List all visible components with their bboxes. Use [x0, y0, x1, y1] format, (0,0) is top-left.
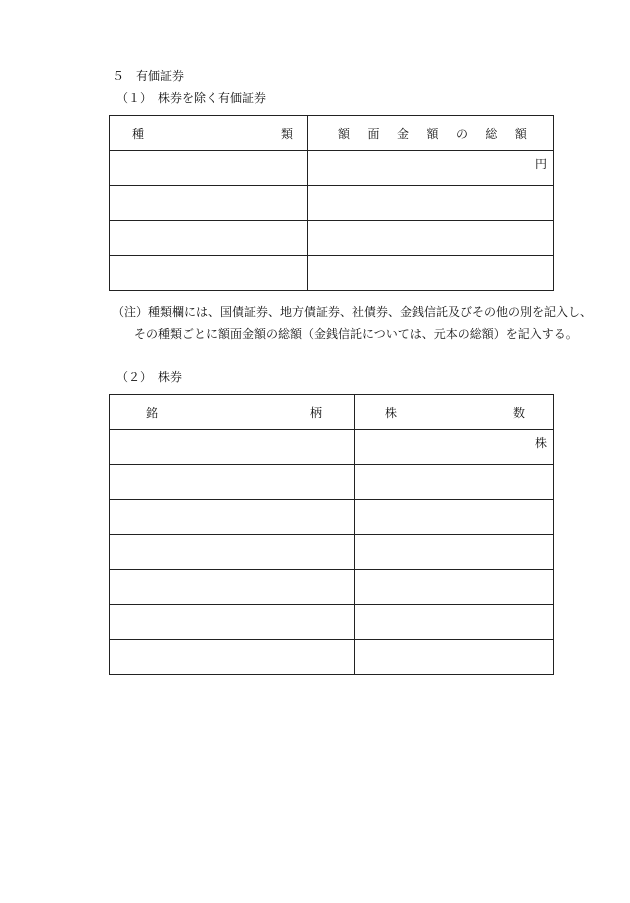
- header-type-char-2: 類: [280, 126, 293, 141]
- table-row: [110, 535, 554, 570]
- header-shares-char-1: 株: [385, 405, 398, 420]
- header-char: 金: [396, 126, 409, 141]
- table-header-row: [110, 116, 554, 151]
- note-line-1: （注）種類欄には、国債証券、地方債証券、社債券、金銭信託及びその他の別を記入し、: [112, 305, 593, 319]
- stocks-table: [109, 394, 554, 675]
- header-char: 面: [367, 126, 380, 141]
- issue-cell[interactable]: [110, 605, 355, 640]
- issue-cell[interactable]: [110, 465, 355, 500]
- amount-cell[interactable]: [308, 221, 554, 256]
- shares-cell[interactable]: [355, 465, 554, 500]
- issue-cell[interactable]: [110, 570, 355, 605]
- table-row: [110, 605, 554, 640]
- header-shares-char-2: 数: [512, 405, 525, 420]
- type-cell[interactable]: [110, 151, 308, 186]
- table-row: [110, 570, 554, 605]
- table-row: [110, 465, 554, 500]
- amount-cell[interactable]: [308, 151, 554, 186]
- subsection-1-title: （１） 株券を除く有価証券: [116, 91, 267, 105]
- table-header-row: [110, 395, 554, 430]
- shares-cell[interactable]: [355, 535, 554, 570]
- securities-table: [109, 115, 554, 291]
- shares-unit: 株: [534, 436, 547, 450]
- section-title: ５ 有価証券: [112, 69, 185, 83]
- shares-cell[interactable]: [355, 640, 554, 675]
- header-char: 額: [338, 126, 351, 141]
- table-row: [110, 221, 554, 256]
- issue-cell[interactable]: [110, 500, 355, 535]
- header-char: 額: [514, 126, 527, 141]
- header-type-char-1: 種: [132, 126, 145, 141]
- header-type: [110, 116, 308, 151]
- type-cell[interactable]: [110, 186, 308, 221]
- table-row: [110, 151, 554, 186]
- table-row: [110, 186, 554, 221]
- type-cell[interactable]: [110, 221, 308, 256]
- header-char: の: [455, 126, 468, 141]
- issue-cell[interactable]: [110, 640, 355, 675]
- amount-cell[interactable]: [308, 256, 554, 291]
- shares-cell[interactable]: [355, 430, 554, 465]
- header-char: 総: [485, 126, 498, 141]
- subsection-2-title: （２） 株券: [116, 370, 183, 384]
- yen-unit: 円: [534, 157, 547, 171]
- header-issue-char-2: 柄: [309, 405, 322, 420]
- table-row: [110, 640, 554, 675]
- shares-cell[interactable]: [355, 500, 554, 535]
- header-char: 額: [426, 126, 439, 141]
- issue-cell[interactable]: [110, 535, 355, 570]
- table-row: [110, 256, 554, 291]
- shares-cell[interactable]: [355, 570, 554, 605]
- shares-cell[interactable]: [355, 605, 554, 640]
- header-issue-char-1: 銘: [146, 405, 159, 420]
- table-row: [110, 500, 554, 535]
- type-cell[interactable]: [110, 256, 308, 291]
- issue-cell[interactable]: [110, 430, 355, 465]
- header-face-value-total: [308, 116, 554, 151]
- amount-cell[interactable]: [308, 186, 554, 221]
- header-issue: [110, 395, 355, 430]
- table-row: [110, 430, 554, 465]
- header-share-count: [355, 395, 554, 430]
- note-line-2: その種類ごとに額面金額の総額（金銭信託については、元本の総額）を記入する。: [134, 327, 578, 341]
